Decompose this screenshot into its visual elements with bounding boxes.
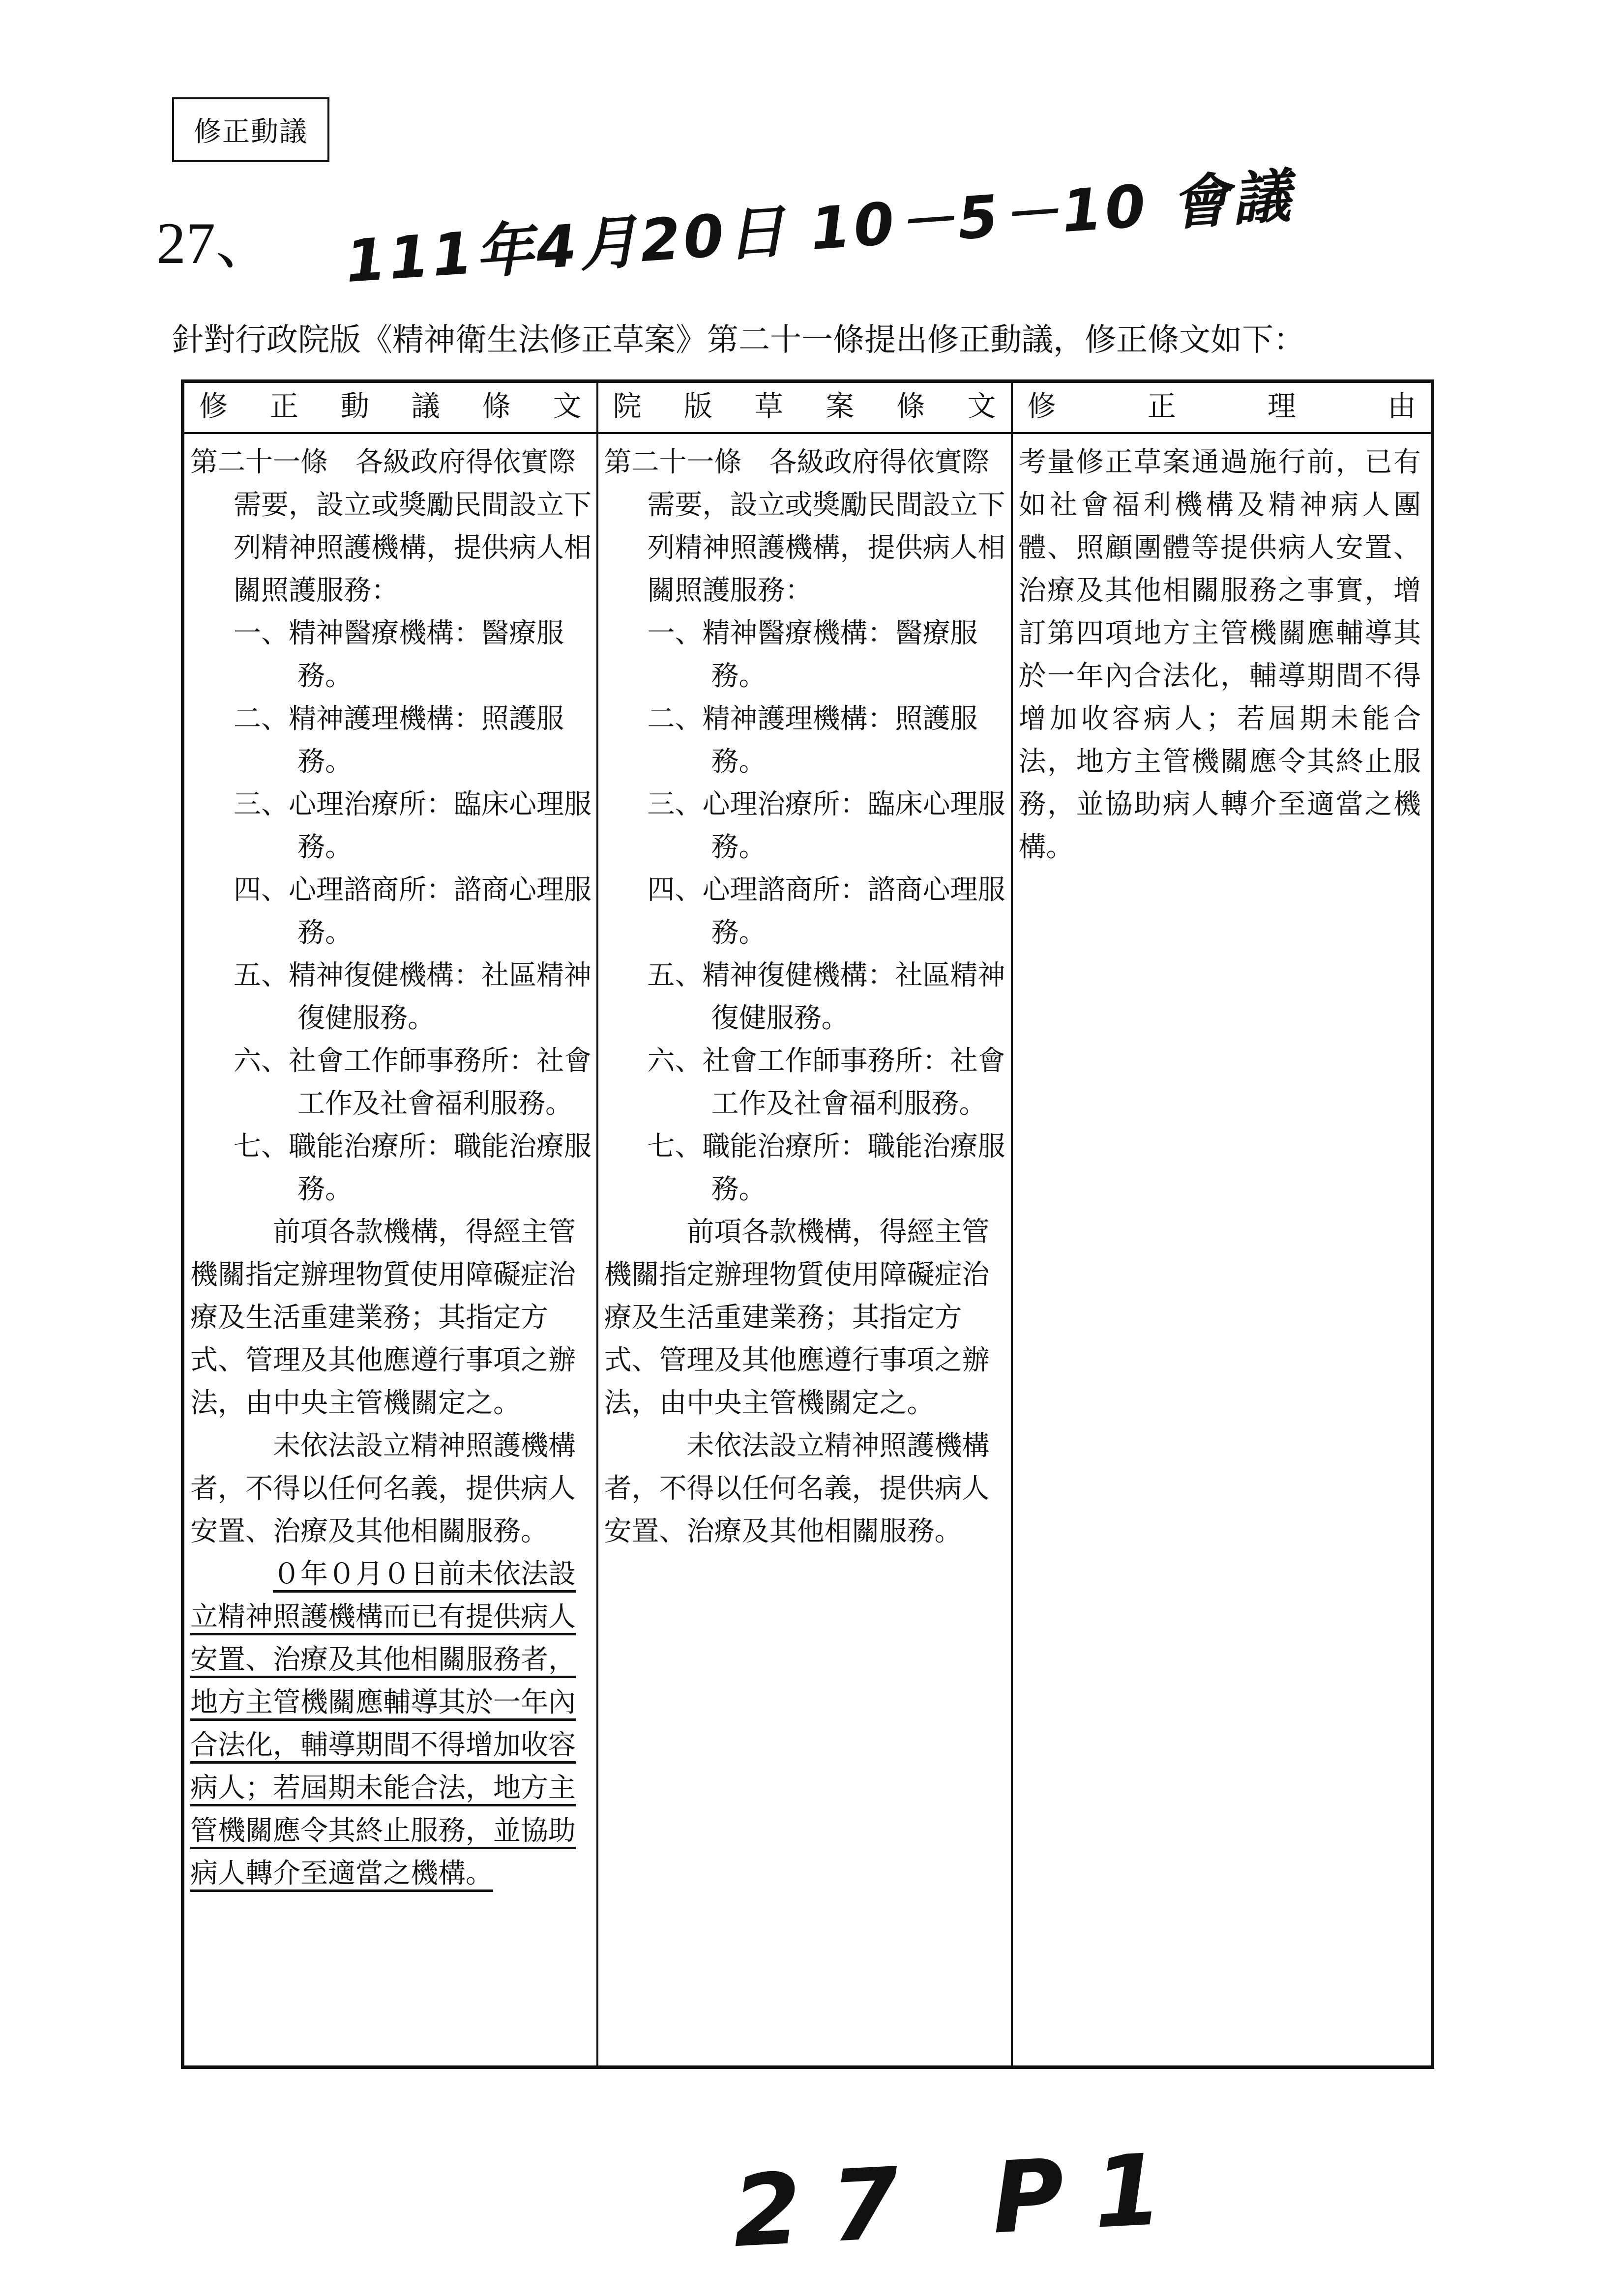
motion-tag-box: 修正動議 (172, 97, 329, 162)
handwritten-meeting-date: 111年4月20日 10－5－10 會議 (343, 161, 1296, 296)
intro-sentence: 針對行政院版《精神衛生法修正草案》第二十一條提出修正動議，修正條文如下： (172, 322, 1305, 358)
motion-paragraph-3: 未依法設立精神照護機構者，不得以任何名義，提供病人安置、治療及其他相關服務。 (190, 1430, 576, 1547)
motion-article-text: 第二十一條 各級政府得依實際需要，設立或獎勵民間設立下列精神照護機構，提供病人相關照護服務： (190, 446, 591, 607)
header-char: 由 (1387, 389, 1416, 423)
header-motion-text (183, 381, 597, 434)
list-item: 二、精神護理機構：照護服務。 (647, 703, 978, 778)
list-item: 四、心理諮商所：諮商心理服務。 (647, 874, 1005, 949)
amendment-reason-text: 考量修正草案通過施行前，已有如社會福利機構及精神病人團體、照顧團體等提供病人安置、治療及其他相關服務之事實，增訂第四項地方主管機關應輔導其於一年內合法化，輔導期間不得增加收容病人；若屆期未能合法，地方主管機關應令其終止服務，並協助病人轉介至適當之機構。 (1018, 446, 1421, 863)
header-char: 理 (1267, 389, 1296, 423)
motion-items-list (190, 612, 596, 1211)
list-item: 二、精神護理機構：照護服務。 (234, 703, 564, 778)
list-item: 一、精神醫療機構：醫療服務。 (647, 617, 978, 692)
reason-column (1012, 433, 1433, 2067)
motion-column (183, 433, 597, 2067)
list-item: 五、精神復健機構：社區精神復健服務。 (234, 959, 591, 1034)
header-char: 修 (1027, 389, 1056, 423)
list-item: 六、社會工作師事務所：社會工作及社會福利服務。 (234, 1045, 591, 1120)
draft-paragraph-3: 未依法設立精神照護機構者，不得以任何名義，提供病人安置、治療及其他相關服務。 (604, 1430, 990, 1547)
header-char: 動 (340, 389, 369, 423)
table-header-row (183, 381, 1433, 434)
draft-article-lead (604, 441, 1011, 612)
list-item: 六、社會工作師事務所：社會工作及社會福利服務。 (647, 1045, 1005, 1120)
draft-article-text: 第二十一條 各級政府得依實際需要，設立或獎勵民間設立下列精神照護機構，提供病人相關照護服務： (604, 446, 1005, 607)
list-item: 七、職能治療所：職能治療服務。 (234, 1131, 591, 1205)
motion-new-paragraph-4: ０年０月０日前未依法設立精神照護機構而已有提供病人安置、治療及其他相關服務者，地方主管機關應輔導其於一年內合法化，輔導期間不得增加收容病人；若屆期未能合法，地方主管機關應令其終止服務，並協助病人轉介至適當之機構。 (190, 1558, 576, 1889)
header-char: 議 (411, 389, 440, 423)
draft-items-list (604, 612, 1011, 1211)
item-number: 27、 (156, 210, 274, 276)
header-reason (1012, 381, 1433, 434)
header-char: 院 (613, 389, 642, 423)
handwritten-page-number: 27 P1 (730, 2131, 1195, 2270)
header-char: 草 (754, 389, 783, 423)
header-char: 條 (482, 389, 511, 423)
header-char: 條 (896, 389, 925, 423)
amendment-comparison-table (181, 379, 1434, 2069)
header-char: 文 (553, 389, 582, 423)
header-char: 版 (683, 389, 712, 423)
draft-column (597, 433, 1012, 2067)
list-item: 五、精神復健機構：社區精神復健服務。 (647, 959, 1005, 1034)
motion-paragraph-2: 前項各款機構，得經主管機關指定辦理物質使用障礙症治療及生活重建業務；其指定方式、管理及其他應遵行事項之辦法，由中央主管機關定之。 (190, 1216, 576, 1419)
table-body-row (183, 433, 1433, 2067)
header-char: 修 (199, 389, 228, 423)
draft-paragraph-2: 前項各款機構，得經主管機關指定辦理物質使用障礙症治療及生活重建業務；其指定方式、管理及其他應遵行事項之辦法，由中央主管機關定之。 (604, 1216, 990, 1419)
header-char: 正 (269, 389, 298, 423)
list-item: 七、職能治療所：職能治療服務。 (647, 1131, 1005, 1205)
header-char: 文 (967, 389, 996, 423)
motion-article-lead (190, 441, 596, 612)
header-char: 正 (1147, 389, 1176, 423)
list-item: 三、心理治療所：臨床心理服務。 (234, 788, 591, 863)
header-draft-text (597, 381, 1012, 434)
list-item: 一、精神醫療機構：醫療服務。 (234, 617, 564, 692)
list-item: 三、心理治療所：臨床心理服務。 (647, 788, 1005, 863)
header-char: 案 (826, 389, 855, 423)
list-item: 四、心理諮商所：諮商心理服務。 (234, 874, 591, 949)
